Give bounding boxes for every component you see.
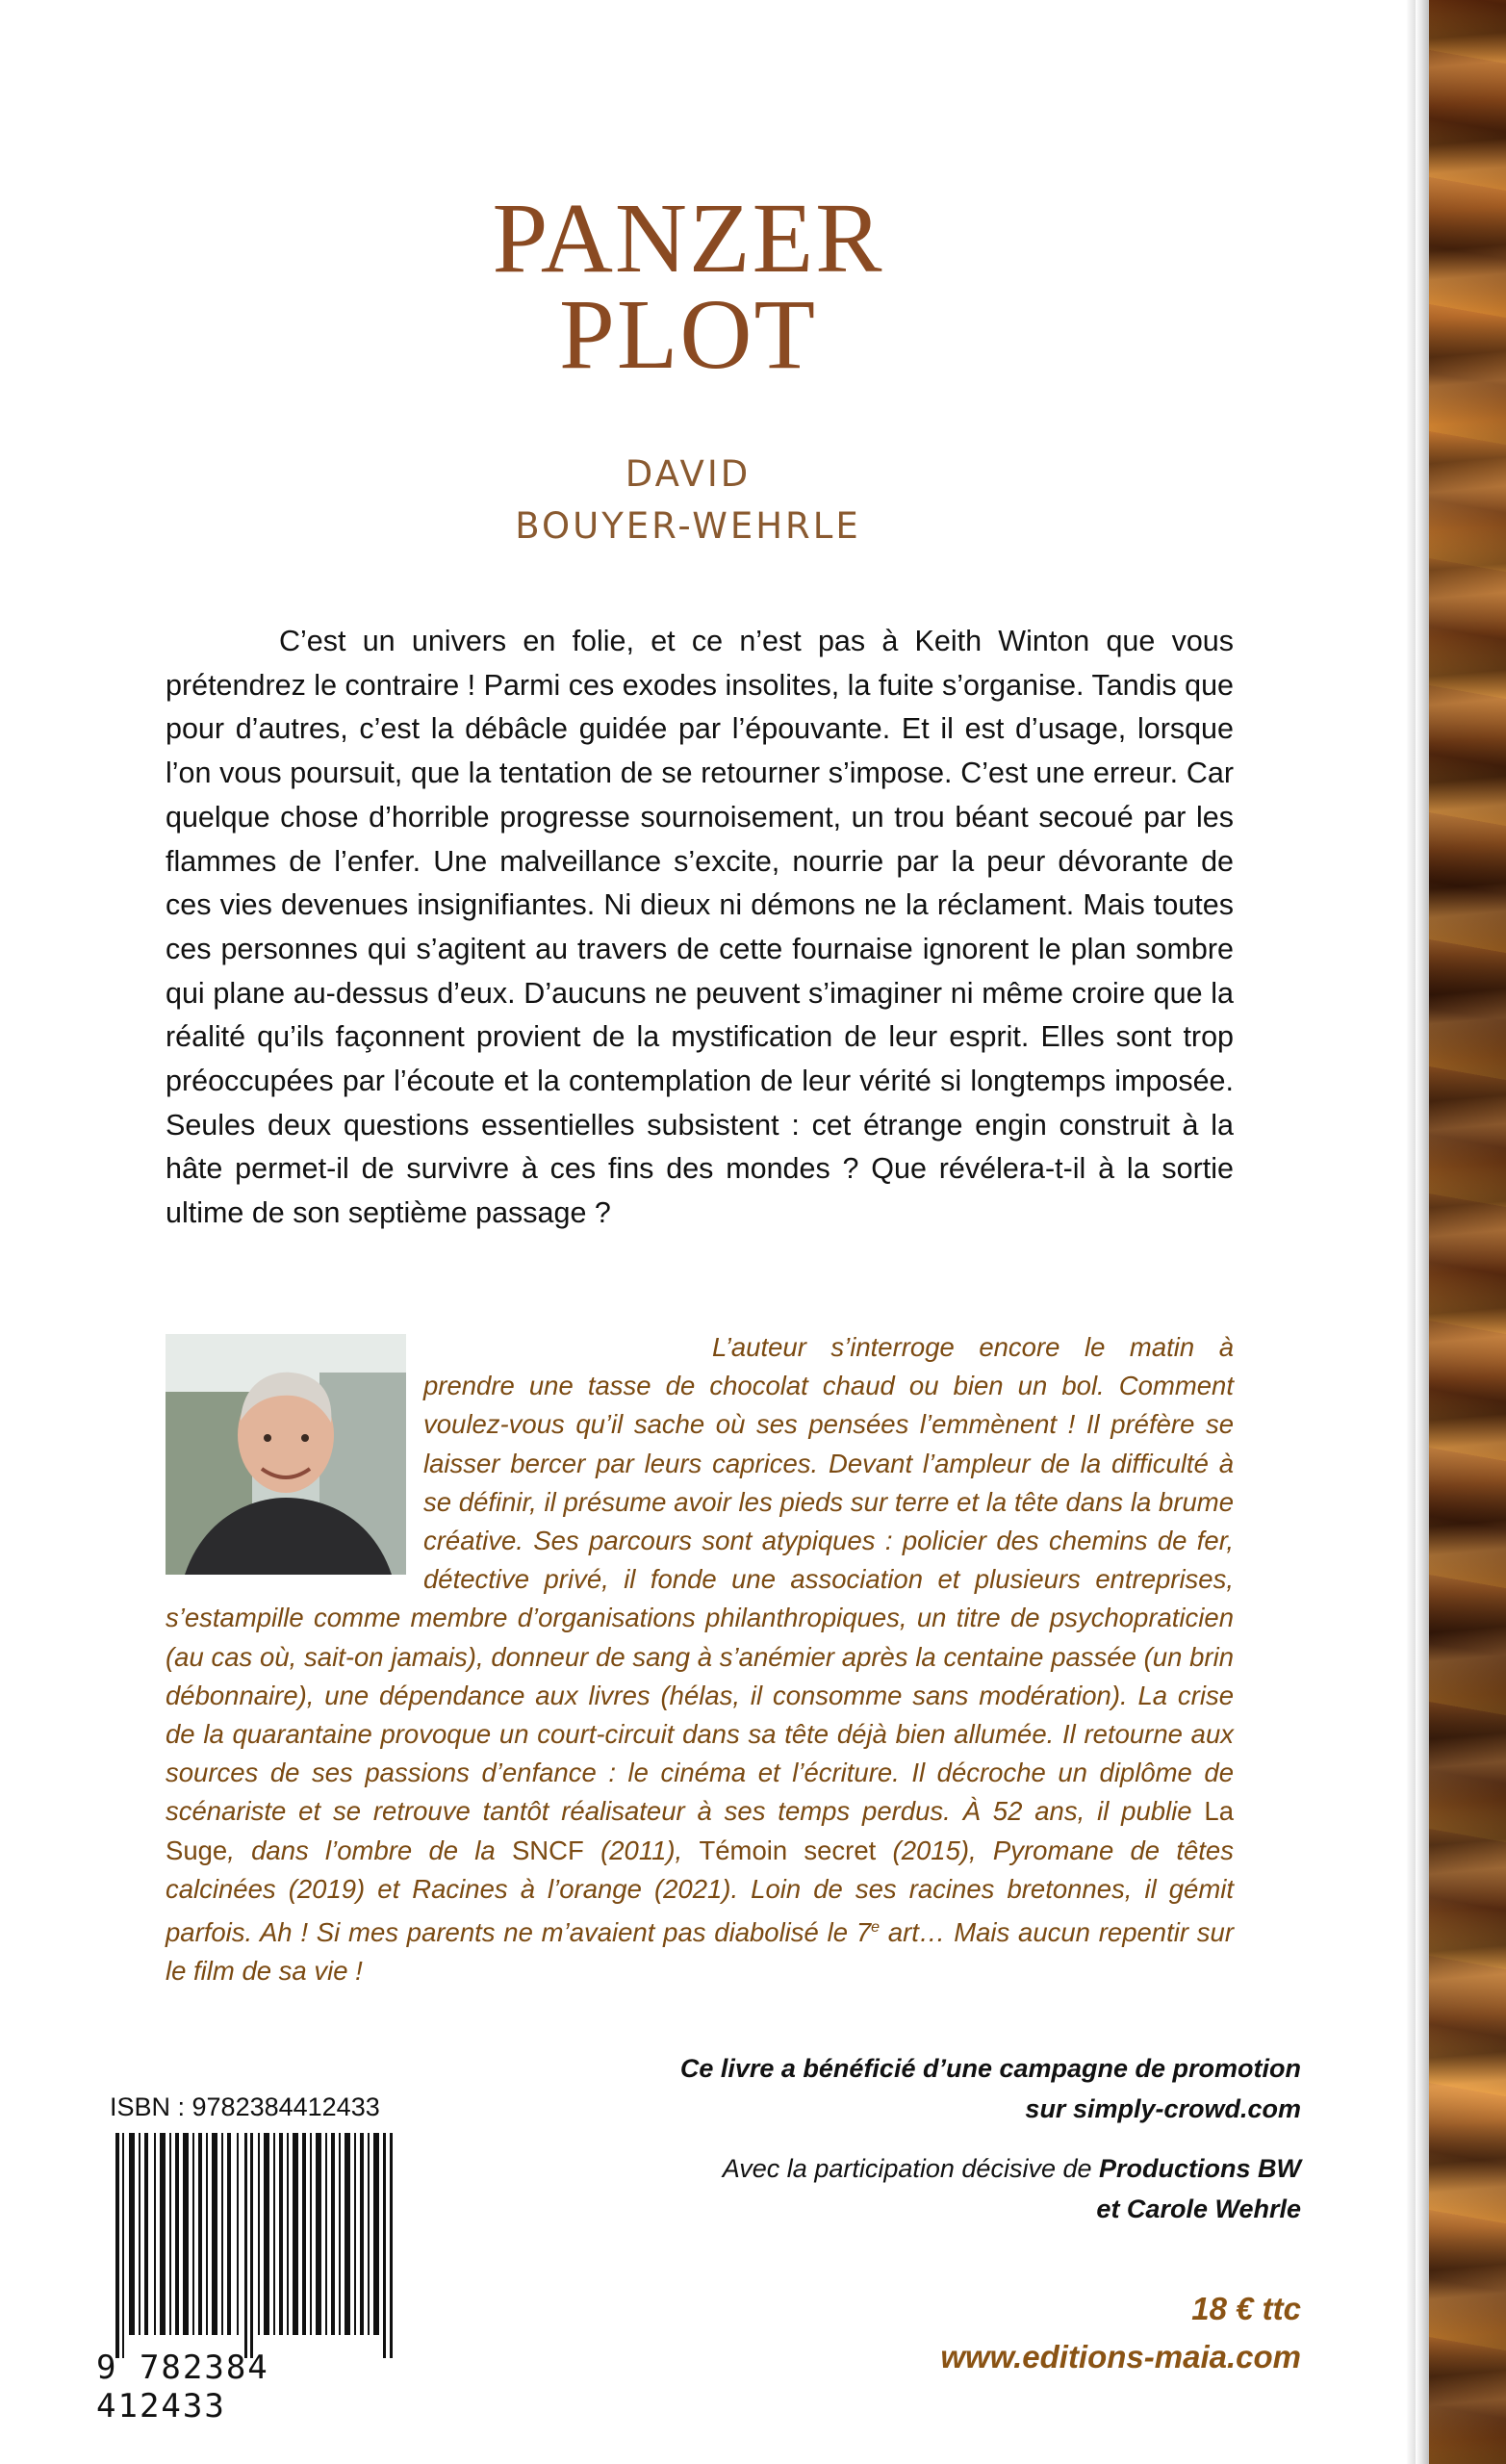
bio-book-title-2: Témoin secret <box>699 1835 877 1865</box>
promotion-line-1: Ce livre a bénéficié d’une campagne de promotion <box>679 2054 1301 2083</box>
cover-spine-artwork <box>1429 0 1506 2464</box>
book-title-line-1: PANZER <box>492 183 884 294</box>
page-edge <box>1416 0 1429 2464</box>
participation-notice <box>723 2148 1301 2229</box>
bio-superscript: e <box>871 1919 881 1937</box>
author-last-name: BOUYER-WEHRLE <box>515 505 861 547</box>
bio-text-1: L’auteur s’interroge encore le matin à prendre une tasse de chocolat chaud ou bien un bol. Comment voulez-vous qu’il sache où ses pensées l’emmènent ! Il préfère se laisser bercer par leurs caprices. Devant l’ampleur de la difficulté à se définir, il présume avoir les pieds sur terre et la tête dans la brume créative. Ses parcours sont atypiques : policier des chemins de fer, détective privé, il fonde une association et plusieurs entreprises, s’estampille comme membre d’organisations philanthropiques, un titre de psychopraticien (au cas où, sait-on jamais), donneur de sang à s’anémier après la centaine passée (un brin débonnaire), une dépendance aux livres (hélas, il consomme sans modération). La crise de la quarantaine provoque un court-circuit dans sa tête déjà bien allumée. Il retourne aux sources de ses passions d’enfance : le cinéma et l’écriture. Il décroche un diplôme de scénariste et se retrouve tantôt réalisateur à ses temps perdus. À 52 ans, il publie <box>166 1332 1234 1827</box>
bio-text-2: , dans l’ombre de la <box>227 1835 512 1865</box>
participation-line-1 <box>723 2148 1301 2189</box>
publisher-website: www.editions-maia.com <box>940 2339 1301 2374</box>
participation-prefix: Avec la participation décisive de <box>722 2154 1099 2183</box>
bio-text-3: (2011), <box>583 1835 700 1865</box>
promotion-notice <box>680 2048 1301 2129</box>
author-photo <box>166 1334 406 1575</box>
bio-sncf: SNCF <box>511 1835 584 1865</box>
bio-text-4: (2015), Pyromane de têtes calcinées (2019) et Racines à l’orange (2021). Loin de ses racines bretonnes, il gémit parfois. Ah ! Si mes parents ne m’avaient pas diabolisé le 7 <box>166 1835 1234 1948</box>
isbn-label: ISBN : 9782384412433 <box>110 2092 380 2121</box>
page-fold-shadow <box>1406 0 1416 2464</box>
author-first-name: DAVID <box>625 453 752 495</box>
book-synopsis: C’est un univers en folie, et ce n’est pas à Keith Winton que vous prétendrez le contraire ! Parmi ces exodes insolites, la fuite s’organise. Tandis que pour d’autres, c’est la débâcle guidée par l’épouvante. Et il est d’usage, lorsque l’on vous poursuit, que la tentation de se retourner s’impose. C’est une erreur. Car quelque chose d’horrible progresse sournoisement, un trou béant secoué par les flammes de l’enfer. Une malveillance s’excite, nourrie par la peur dévorante de ces vies devenues insignifiantes. Ni dieux ni démons ne la réclament. Mais toutes ces personnes qui s’agitent au travers de cette fournaise ignorent le plan sombre qui plane au-dessus d’eux. D’aucuns ne peuvent s’imaginer ni même croire que la réalité qu’ils façonnent provient de la mystification de leur esprit. Elles sont trop préoccupées par l’écoute et la contemplation de leur vérité si longtemps imposée. Seules deux questions essentielles subsistent : cet étrange engin construit à la hâte permet-il de survivre à ces fins des mondes ? Que révélera-t-il à la sortie ultime de son septième passage ? <box>166 625 1234 1230</box>
price-and-website <box>940 2285 1301 2381</box>
bio-book-title: La Suge <box>166 1796 1234 1865</box>
promotion-line-2: sur simply-crowd.com <box>1025 2094 1301 2123</box>
book-title-line-2: PLOT <box>559 279 817 390</box>
participation-line-2: et Carole Wehrle <box>1096 2194 1301 2223</box>
barcode <box>110 2133 398 2358</box>
bio-text-5: art… Mais aucun repentir sur le film de sa vie ! <box>166 1917 1234 1987</box>
barcode-digits: 9 782384 412433 <box>96 2348 269 2426</box>
participation-partner: Productions BW <box>1099 2154 1301 2183</box>
price: 18 € ttc <box>1191 2291 1301 2326</box>
